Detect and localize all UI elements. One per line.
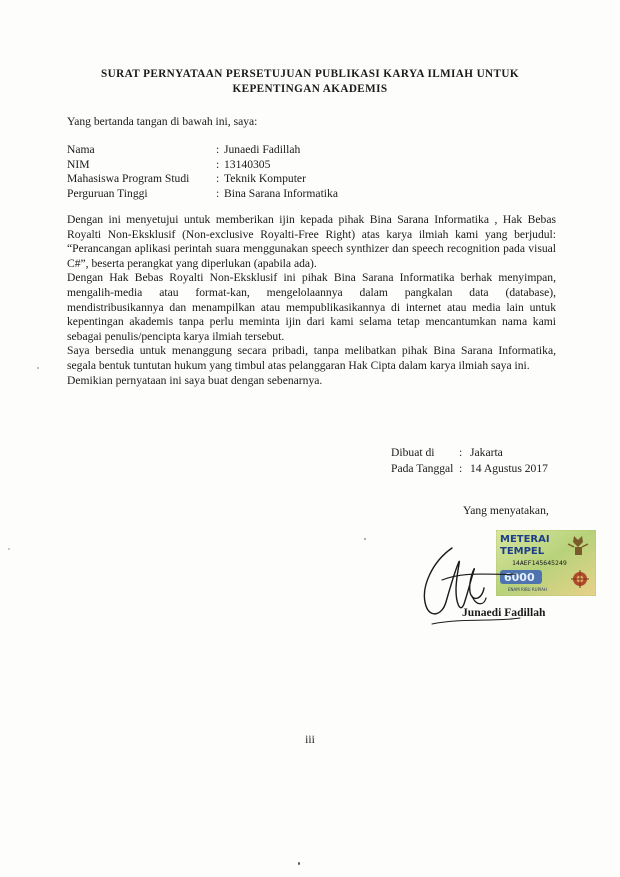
paragraph-rights: Dengan Hak Bebas Royalti Non-Eksklusif ini pihak Bina Sarana Informatika berhak menyimpan, mengalih-media atau format-kan, mengelolaannya dalam pangkalan data (database), mendistribusikannya dan menampilkan atau mempublikasikannya di internet atau media lain untuk kepentingan akademis tanpa perlu meminta ijin dari kami selama tetap mencantumkan nama kami sebagai penulis/pencipta karya ilmiah tersebut. [67,271,556,343]
field-label: Nama [67,143,95,156]
date-value: 14 Agustus 2017 [470,462,548,475]
field-row-perguruan-tinggi [67,187,338,202]
place-separator: : [459,446,463,459]
place-row [391,445,548,461]
page-number: iii [305,733,315,746]
field-row-nim [67,158,338,173]
date-separator: : [459,462,463,475]
field-value: Teknik Komputer [224,172,306,185]
field-label: Perguruan Tinggi [67,186,148,200]
place-value: Jakarta [470,446,503,459]
field-value: Bina Sarana Informatika [224,186,338,200]
intro-text: Yang bertanda tangan di bawah ini, saya: [67,115,258,128]
field-separator: : [216,186,220,200]
field-label: NIM [67,157,90,171]
scan-speck [37,367,39,369]
place-label: Dibuat di [391,446,435,459]
stamp-line-1: METERAI [500,534,550,545]
place-date-block [391,445,548,477]
field-row-program-studi [67,172,338,187]
scan-speck [8,548,10,550]
field-value: 13140305 [224,157,271,171]
date-label: Pada Tanggal [391,462,454,475]
field-separator: : [216,172,220,185]
field-value: Junaedi Fadillah [224,143,301,156]
paragraph-consent: Dengan ini menyetujui untuk memberikan ijin kepada pihak Bina Sarana Informatika , Hak Bebas Royalti Non-Eksklusif (Non-exclusive Royalti-Free Right) atas karya ilmiah kami yang berjudul: “Perancangan aplikasi perintah suara menggunakan speech synthizer dan speech recognition pada visual C#”, beserta perangkat yang diperlukan (apabila ada). [67,213,556,270]
field-label: Mahasiswa Program Studi [67,172,190,185]
identity-fields [67,143,338,201]
statement-body [67,213,556,388]
signer-name: Junaedi Fadillah [462,606,546,619]
field-row-nama [67,143,338,158]
date-row [391,461,548,477]
title-line-2: KEPENTINGAN AKADEMIS [232,83,388,95]
title-line-1: SURAT PERNYATAAN PERSETUJUAN PUBLIKASI KARYA ILMIAH UNTUK [101,68,519,80]
stamp-amount-text: ENAM RIBU RUPIAH [508,587,547,592]
scan-speck [364,538,366,540]
document-title [60,67,560,97]
stamp-amount: 6000 [504,571,535,584]
field-separator: : [216,143,220,156]
stamp-line-2: TEMPEL [500,546,545,557]
closing-text: Yang menyatakan, [463,504,549,517]
stamp-serial: 14AEF145645249 [512,559,567,567]
paragraph-liability: Saya bersedia untuk menanggung secara pribadi, tanpa melibatkan pihak Bina Sarana Informatika, segala bentuk tuntutan hukum yang timbul atas pelanggaran Hak Cipta dalam karya ilmiah saya ini. [67,344,556,372]
scan-speck [298,862,300,865]
field-separator: : [216,157,220,171]
paragraph-closing: Demikian pernyataan ini saya buat dengan sebenarnya. [67,373,323,387]
